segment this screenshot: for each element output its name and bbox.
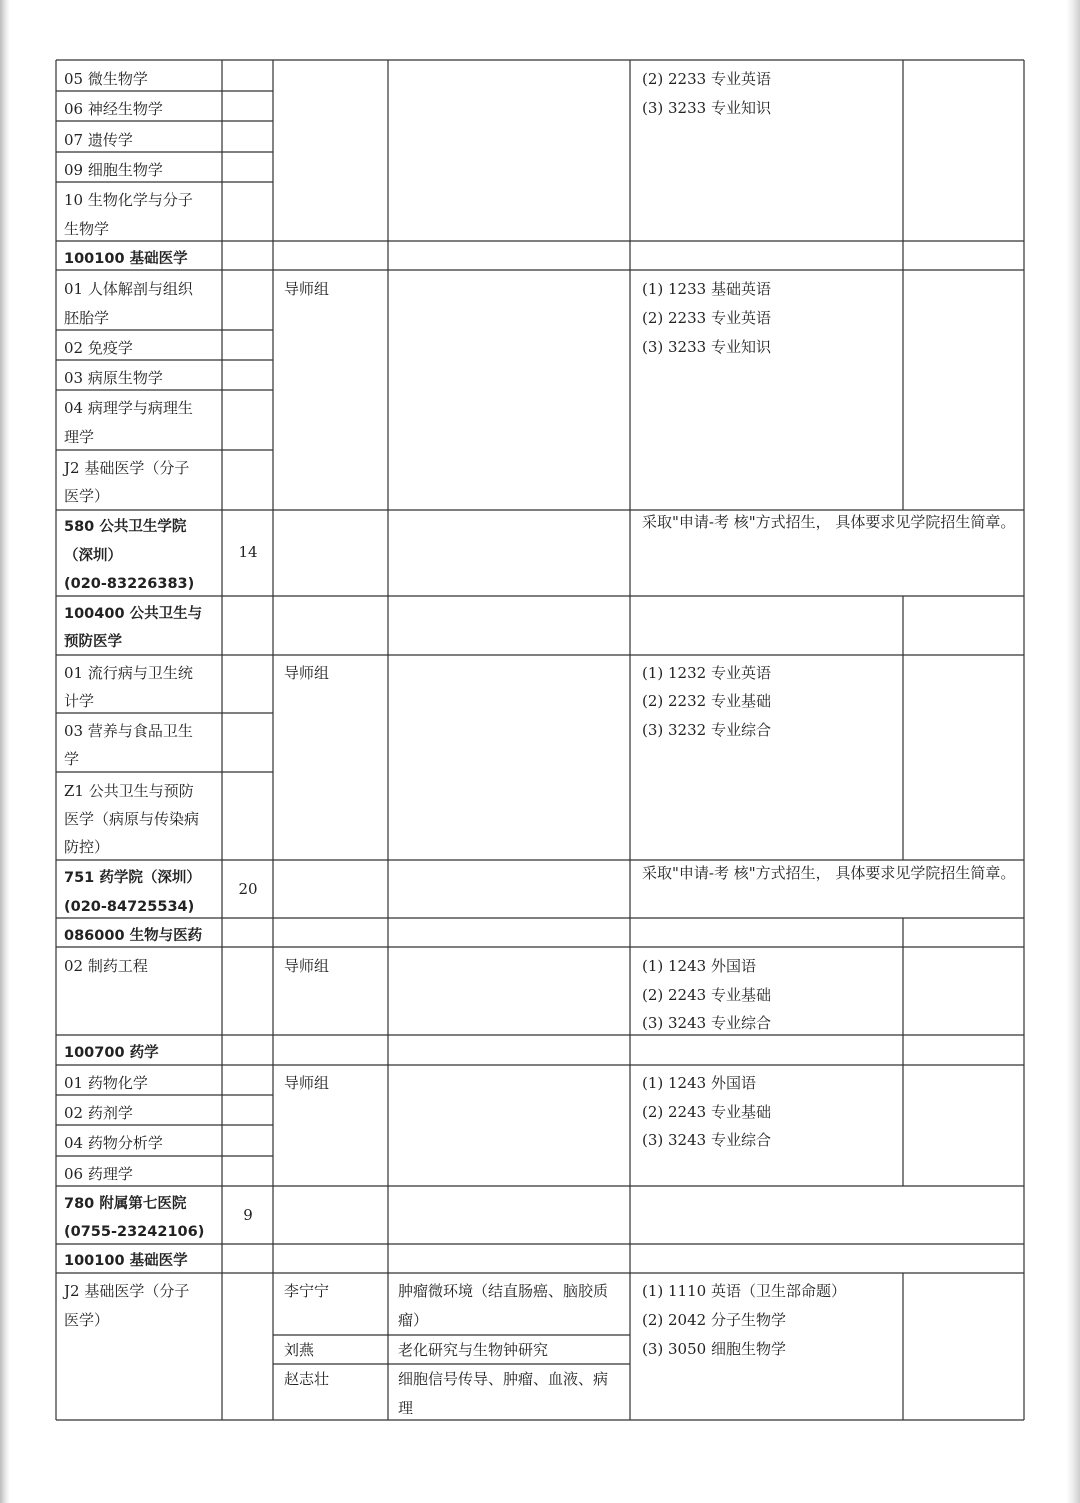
direction-y02: 02 制药工程	[64, 957, 148, 975]
department-580-phone: (020-83226383)	[64, 576, 195, 592]
direction-09: 09 细胞生物学	[64, 161, 163, 179]
direction-06: 06 神经生物学	[64, 100, 163, 118]
direction-02: 02 免疫学	[64, 339, 133, 357]
supervisor-zhao-zhizhuang: 赵志壮	[284, 1370, 330, 1388]
direction-04-line2: 理学	[64, 428, 95, 446]
exam-b2: (2) 2233 专业英语	[642, 309, 771, 327]
direction-J2-line2: 医学）	[64, 487, 110, 505]
quota-580: 14	[238, 543, 258, 561]
exam-e1: (1) 1243 外国语	[642, 957, 756, 975]
direction-04-line1: 04 病理学与病理生	[64, 399, 193, 417]
major-100400-line1: 100400 公共卫生与	[64, 606, 203, 622]
exam-g1: (1) 1110 英语（卫生部命题）	[642, 1282, 846, 1300]
direction-07: 07 遗传学	[64, 131, 133, 149]
supervisor-group-pharma-engineering: 导师组	[284, 957, 330, 975]
major-100400-line2: 预防医学	[64, 634, 122, 650]
exam-a3: (3) 3233 专业知识	[642, 99, 771, 117]
direction-p03-line1: 03 营养与食品卫生	[64, 722, 193, 740]
direction-01-line1: 01 人体解剖与组织	[64, 280, 193, 298]
note-580-application: 采取"申请-考 核"方式招生， 具体要求见学院招生简章。	[642, 513, 1016, 531]
exam-a2: (2) 2233 专业英语	[642, 70, 771, 88]
major-100100-second: 100100 基础医学	[64, 1253, 188, 1269]
exam-g2: (2) 2042 分子生物学	[642, 1311, 786, 1329]
direction-Z1-line3: 防控）	[64, 838, 110, 856]
exam-f3: (3) 3243 专业综合	[642, 1131, 771, 1149]
exam-b1: (1) 1233 基础英语	[642, 280, 771, 298]
research-p2: 老化研究与生物钟研究	[398, 1341, 549, 1359]
research-p3-line1: 细胞信号传导、肿瘤、血液、病	[398, 1370, 609, 1388]
major-086000: 086000 生物与医药	[64, 928, 203, 944]
research-p1-line2: 瘤）	[398, 1311, 429, 1329]
direction-01-line2: 胚胎学	[64, 309, 110, 327]
direction-q02: 02 药剂学	[64, 1104, 133, 1122]
supervisor-group-basic-medicine: 导师组	[284, 280, 330, 298]
direction-sJ2-line2: 医学）	[64, 1311, 110, 1329]
direction-10-line2: 生物学	[64, 220, 110, 238]
supervisor-group-pharmacy: 导师组	[284, 1074, 330, 1092]
exam-f2: (2) 2243 专业基础	[642, 1103, 771, 1121]
department-780-phone: (0755-23242106)	[64, 1224, 205, 1240]
exam-e3: (3) 3243 专业综合	[642, 1014, 771, 1032]
direction-03: 03 病原生物学	[64, 369, 163, 387]
direction-p03-line2: 学	[64, 750, 80, 768]
department-751-phone: (020-84725534)	[64, 899, 195, 915]
department-780-line1: 780 附属第七医院	[64, 1196, 187, 1212]
quota-751: 20	[238, 880, 258, 898]
exam-c2: (2) 2232 专业基础	[642, 692, 771, 710]
supervisor-li-ningning: 李宁宁	[284, 1282, 330, 1300]
note-751-application: 采取"申请-考 核"方式招生， 具体要求见学院招生简章。	[642, 864, 1016, 882]
direction-05: 05 微生物学	[64, 70, 148, 88]
major-100100-basic-medicine: 100100 基础医学	[64, 251, 188, 267]
direction-Z1-line1: Z1 公共卫生与预防	[64, 782, 194, 800]
direction-10-line1: 10 生物化学与分子	[64, 191, 193, 209]
direction-q01: 01 药物化学	[64, 1074, 148, 1092]
major-100700: 100700 药学	[64, 1045, 159, 1061]
direction-p01-line1: 01 流行病与卫生统	[64, 664, 193, 682]
research-p1-line1: 肿瘤微环境（结直肠癌、脑胶质	[398, 1282, 609, 1300]
direction-Z1-line2: 医学（病原与传染病	[64, 810, 200, 828]
supervisor-liu-yan: 刘燕	[284, 1341, 315, 1359]
exam-c1: (1) 1232 专业英语	[642, 664, 771, 682]
exam-c3: (3) 3232 专业综合	[642, 721, 771, 739]
exam-e2: (2) 2243 专业基础	[642, 986, 771, 1004]
quota-780: 9	[243, 1206, 253, 1224]
exam-f1: (1) 1243 外国语	[642, 1074, 756, 1092]
direction-sJ2-line1: J2 基础医学（分子	[64, 1282, 190, 1300]
direction-J2-line1: J2 基础医学（分子	[64, 459, 190, 477]
supervisor-group-public-health: 导师组	[284, 664, 330, 682]
direction-q04: 04 药物分析学	[64, 1134, 163, 1152]
direction-p01-line2: 计学	[64, 692, 95, 710]
research-p3-line2: 理	[398, 1399, 414, 1417]
department-751-line1: 751 药学院（深圳）	[64, 870, 201, 886]
department-580-line2: （深圳）	[64, 548, 122, 564]
direction-q06: 06 药理学	[64, 1165, 133, 1183]
exam-g3: (3) 3050 细胞生物学	[642, 1340, 786, 1358]
exam-b3: (3) 3233 专业知识	[642, 338, 771, 356]
department-580-line1: 580 公共卫生学院	[64, 519, 187, 535]
